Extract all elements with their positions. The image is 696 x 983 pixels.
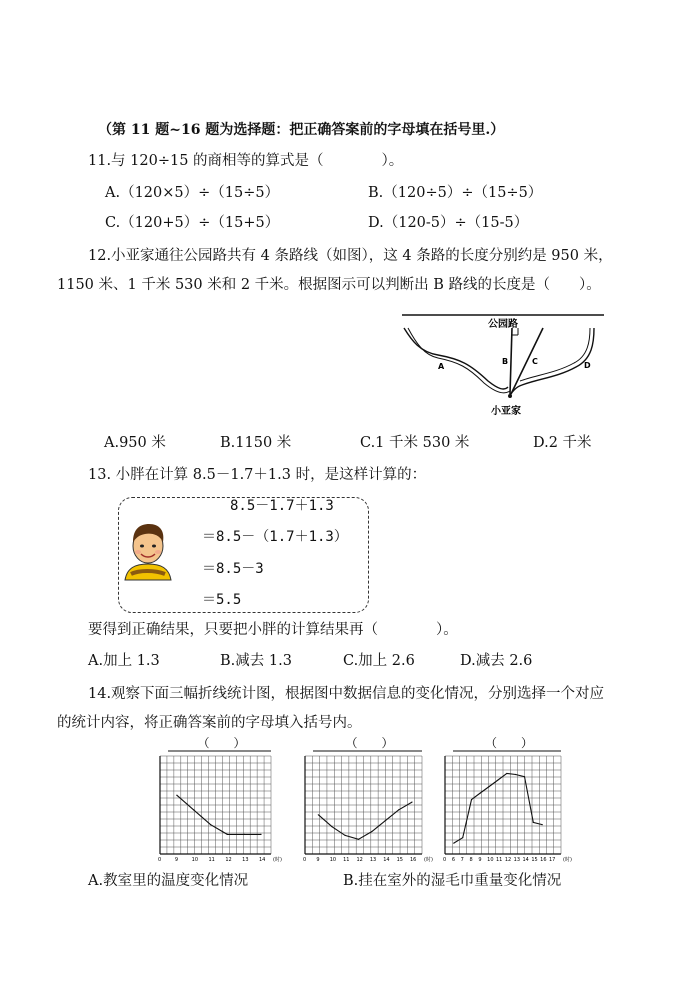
x-tick-label: 14 — [522, 857, 529, 863]
x-tick-label: 9 — [478, 857, 482, 863]
q14-option-b: B.挂在室外的湿毛巾重量变化情况 — [343, 873, 562, 889]
x-tick-label: 17 — [549, 857, 556, 863]
data-point — [176, 795, 177, 796]
line-chart-1 — [156, 736, 291, 861]
data-point — [515, 774, 516, 775]
park-road-label: 公园路 — [488, 319, 518, 330]
x-tick-label: 0 — [303, 857, 307, 863]
data-point — [244, 834, 245, 835]
data-point — [489, 786, 490, 787]
data-point — [524, 776, 525, 777]
data-point — [358, 839, 359, 840]
data-point — [533, 822, 534, 823]
x-tick-label: 9 — [174, 857, 179, 863]
data-point — [318, 814, 319, 815]
q11-option-a: A.（120×5）÷（15÷5） — [105, 185, 280, 201]
x-tick-label: 10 — [329, 857, 337, 863]
q12-option-d: D.2 千米 — [533, 435, 592, 451]
data-point — [411, 801, 412, 802]
q12-stem-line2: 1150 米、1 千米 530 米和 2 千米。根据图示可以判断出 B 路线的长度是（ ）。 — [57, 277, 601, 293]
x-tick-label: 6 — [451, 857, 456, 863]
x-tick-label: 11 — [343, 857, 350, 863]
chart-title-blank: （ ） — [345, 736, 394, 750]
route-map — [398, 307, 610, 422]
data-point — [227, 834, 228, 835]
route-a-path — [404, 328, 508, 389]
q14-stem-line1: 14.观察下面三幅折线统计图，根据图中数据信息的变化情况，分别选择一个对应 — [88, 686, 605, 702]
q11-option-c: C.（120+5）÷（15+5） — [105, 215, 280, 231]
chart-title-blank: （ ） — [197, 736, 246, 750]
q12-option-a: A.950 米 — [104, 435, 166, 451]
data-point — [210, 824, 211, 825]
x-tick-label: 13 — [369, 857, 377, 863]
x-tick-label: 8 — [469, 857, 473, 863]
series-line — [177, 795, 261, 834]
x-tick-label: 13 — [513, 857, 521, 863]
data-point — [260, 834, 261, 835]
x-tick-label: 7 — [460, 857, 464, 863]
x-tick-label: 10 — [191, 857, 199, 863]
q13-option-a: A.加上 1.3 — [88, 653, 160, 669]
calc-step-1: 8.5－1.7＋1.3 — [230, 498, 334, 514]
x-tick-label: 14 — [259, 857, 266, 863]
data-point — [193, 809, 194, 810]
home-label: 小亚家 — [491, 406, 521, 417]
x-tick-label: 12 — [225, 857, 232, 863]
route-d-label: D — [584, 361, 591, 370]
data-point — [371, 831, 372, 832]
x-tick-label: 0 — [158, 857, 162, 863]
x-tick-label: 13 — [242, 857, 249, 863]
x-tick-label: 12 — [504, 857, 512, 863]
x-tick-label: 0 — [443, 857, 447, 863]
calc-step-4: ＝5.5 — [202, 592, 242, 608]
x-tick-label: 15 — [396, 857, 403, 863]
data-point — [462, 837, 463, 838]
x-tick-label: 11 — [496, 857, 503, 863]
chart-title-blank: （ ） — [485, 736, 534, 750]
q14-option-a: A.教室里的温度变化情况 — [88, 873, 249, 889]
x-tick-label: 11 — [208, 857, 215, 863]
route-c-label: C — [532, 357, 538, 366]
line-chart-2 — [301, 736, 436, 861]
x-tick-label: 15 — [531, 857, 538, 863]
calc-step-3: ＝8.5－3 — [202, 561, 264, 577]
route-b-label: B — [502, 357, 509, 366]
data-point — [453, 843, 454, 844]
q14-stem-line2: 的统计内容，将正确答案前的字母填入括号内。 — [57, 715, 362, 731]
q11-stem: 11.与 120÷15 的商相等的算式是（ ）。 — [88, 153, 404, 169]
x-axis-unit: (时) — [424, 857, 433, 863]
q13-question: 要得到正确结果，只要把小胖的计算结果再（ ）。 — [88, 622, 458, 638]
route-c-line — [511, 328, 543, 394]
data-point — [471, 799, 472, 800]
x-tick-label: 16 — [410, 857, 417, 863]
data-point — [398, 809, 399, 810]
route-b-line — [510, 328, 512, 394]
q13-option-b: B.减去 1.3 — [220, 653, 292, 669]
q13-stem: 13. 小胖在计算 8.5－1.7＋1.3 时，是这样计算的： — [88, 467, 427, 483]
series-line — [318, 802, 412, 839]
q11-option-d: D.（120-5）÷（15-5） — [368, 215, 529, 231]
x-tick-label: 12 — [356, 857, 363, 863]
x-axis-unit: (时) — [273, 857, 282, 863]
q11-option-b: B.（120÷5）÷（15÷5） — [368, 185, 543, 201]
x-tick-label: 14 — [383, 857, 390, 863]
q12-stem-line1: 12.小亚家通往公园路共有 4 条路线（如图），这 4 条路的长度分别约是 950 米， — [88, 248, 613, 264]
data-point — [506, 773, 507, 774]
data-point — [497, 779, 498, 780]
student-illustration — [121, 522, 175, 584]
section-instruction: （第 11 题~16 题为选择题：把正确答案前的字母填在括号里.） — [98, 122, 505, 138]
data-point — [385, 820, 386, 821]
line-chart-3 — [441, 736, 576, 861]
route-d-path — [510, 328, 594, 395]
data-point — [345, 835, 346, 836]
q13-option-c: C.加上 2.6 — [343, 653, 415, 669]
q13-option-d: D.减去 2.6 — [460, 653, 533, 669]
x-axis-unit: (时) — [563, 857, 572, 863]
calc-step-2: ＝8.5－（1.7＋1.3） — [202, 529, 348, 545]
x-tick-label: 9 — [316, 857, 320, 863]
data-point — [331, 826, 332, 827]
x-tick-label: 10 — [487, 857, 494, 863]
q12-option-b: B.1150 米 — [220, 435, 292, 451]
q12-option-c: C.1 千米 530 米 — [360, 435, 470, 451]
data-point — [480, 792, 481, 793]
x-tick-label: 16 — [540, 857, 547, 863]
data-point — [542, 824, 543, 825]
route-a-label: A — [438, 362, 445, 371]
